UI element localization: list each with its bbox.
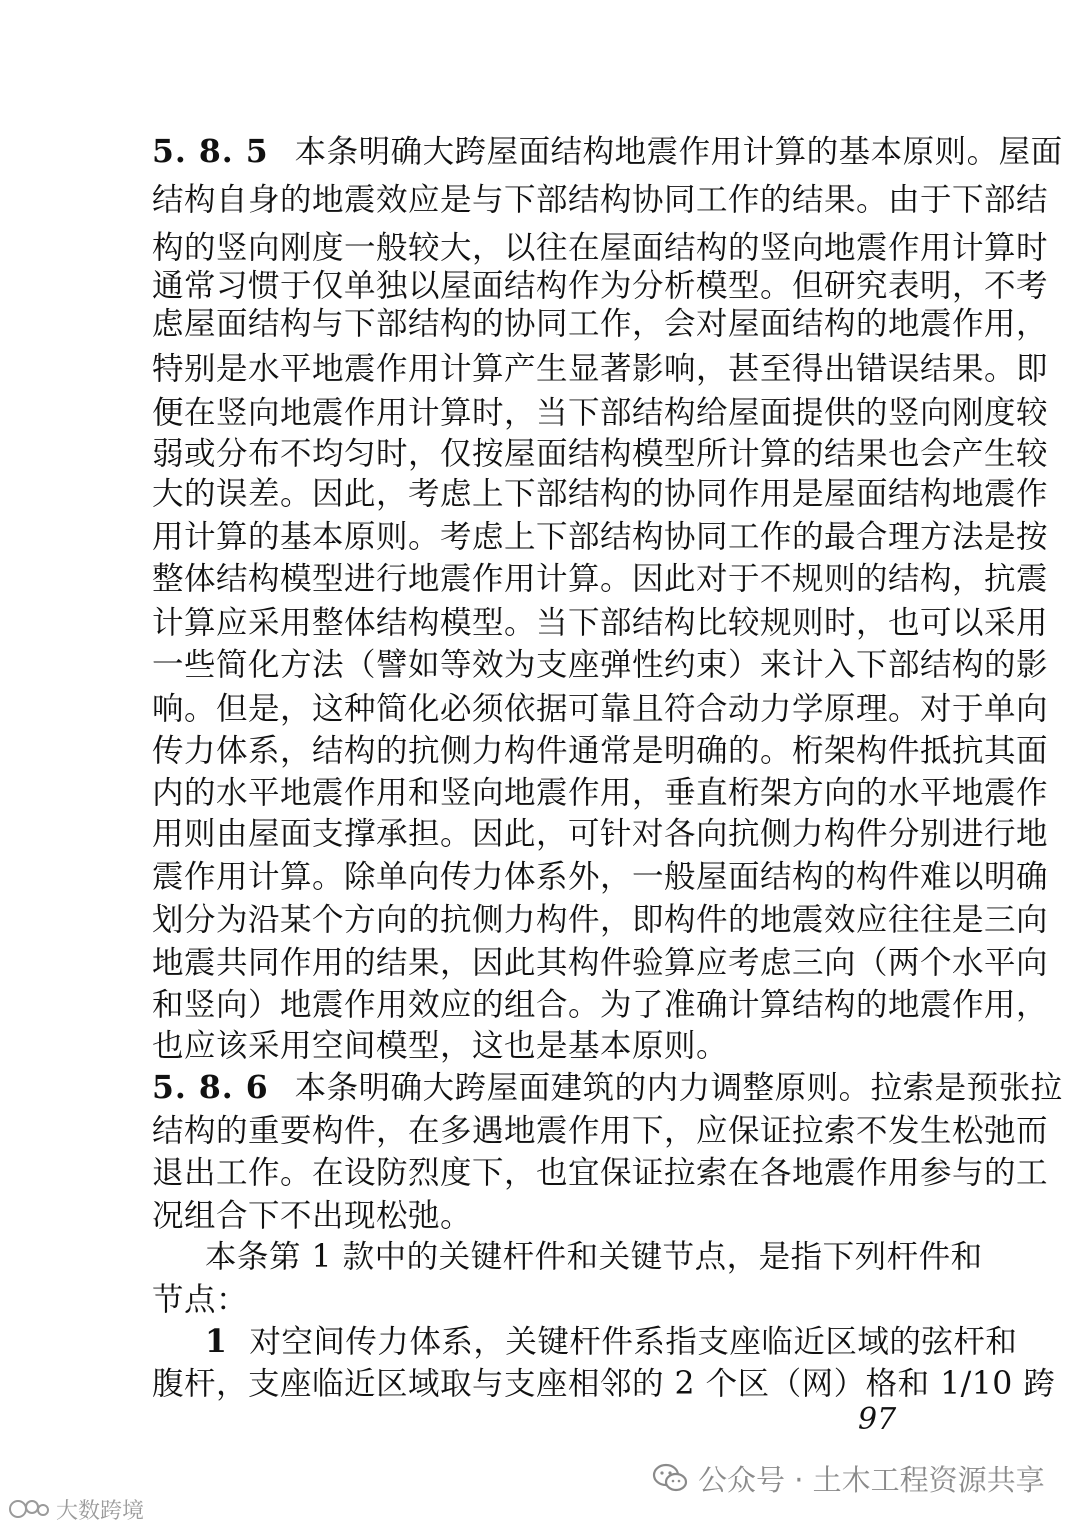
watermark-text: 公众号 · 土木工程资源共享 bbox=[698, 1462, 1045, 1497]
text-line: 结构的重要构件，在多遇地震作用下，应保证拉索不发生松弛而 bbox=[152, 1113, 1049, 1149]
text-line: 和竖向）地震作用效应的组合。为了准确计算结构的地震作用， bbox=[152, 987, 1049, 1023]
text-line: 虑屋面结构与下部结构的协同工作，会对屋面结构的地震作用， bbox=[152, 306, 1049, 342]
text-line: 便在竖向地震作用计算时，当下部结构给屋面提供的竖向刚度较 bbox=[152, 395, 1049, 431]
text-line: 况组合下不出现松弛。 bbox=[152, 1198, 473, 1234]
section-5-8-5-line-1: 5. 8. 5 本条明确大跨屋面结构地震作用计算的基本原则。屋面 bbox=[152, 133, 1063, 170]
text-line: 大的误差。因此，考虑上下部结构的协同作用是屋面结构地震作 bbox=[152, 476, 1049, 512]
text-line: 弱或分布不均匀时，仅按屋面结构模型所计算的结果也会产生较 bbox=[152, 436, 1049, 472]
paragraph-line: 本条第 1 款中的关键杆件和关键节点，是指下列杆件和 bbox=[205, 1239, 983, 1275]
watermark-wechat bbox=[652, 1458, 1045, 1498]
section-number: 5. 8. 5 bbox=[152, 133, 269, 170]
text-line: 通常习惯于仅单独以屋面结构作为分析模型。但研究表明，不考 bbox=[152, 268, 1049, 304]
text-line: 划分为沿某个方向的抗侧力构件，即构件的地震效应往往是三向 bbox=[152, 902, 1049, 938]
text-line: 结构自身的地震效应是与下部结构协同工作的结果。由于下部结 bbox=[152, 182, 1049, 218]
text-line: 退出工作。在设防烈度下，也宜保证拉索在各地震作用参与的工 bbox=[152, 1155, 1049, 1191]
text-line: 用计算的基本原则。考虑上下部结构协同工作的最合理方法是按 bbox=[152, 519, 1049, 555]
item-number: 1 bbox=[205, 1323, 228, 1360]
text-line: 用则由屋面支撑承担。因此，可针对各向抗侧力构件分别进行地 bbox=[152, 816, 1049, 852]
text-line: 震作用计算。除单向传力体系外，一般屋面结构的构件难以明确 bbox=[152, 859, 1049, 895]
text-line: 响。但是，这种简化必须依据可靠且符合动力学原理。对于单向 bbox=[152, 691, 1049, 727]
list-item-line: 腹杆，支座临近区域取与支座相邻的 2 个区（网）格和 1/10 跨 bbox=[152, 1366, 1056, 1402]
text-line: 特别是水平地震作用计算产生显著影响，甚至得出错误结果。即 bbox=[152, 351, 1049, 387]
text-line: 构的竖向刚度一般较大，以往在屋面结构的竖向地震作用计算时 bbox=[152, 230, 1049, 266]
text-line: 一些简化方法（譬如等效为支座弹性约束）来计入下部结构的影 bbox=[152, 647, 1049, 683]
text-line: 整体结构模型进行地震作用计算。因此对于不规则的结构，抗震 bbox=[152, 561, 1049, 597]
text-line: 传力体系，结构的抗侧力构件通常是明确的。桁架构件抵抗其面 bbox=[152, 733, 1049, 769]
text-line: 地震共同作用的结果，因此其构件验算应考虑三向（两个水平向 bbox=[152, 945, 1049, 981]
watermark-brand-text: 大数跨境 bbox=[56, 1498, 145, 1524]
bubble-logo-icon bbox=[8, 1496, 52, 1522]
page-number: 97 bbox=[858, 1402, 897, 1437]
text-line: 计算应采用整体结构模型。当下部结构比较规则时，也可以采用 bbox=[152, 605, 1049, 641]
text-line: 也应该采用空间模型，这也是基本原则。 bbox=[152, 1028, 729, 1064]
list-item-line-1: 1 对空间传力体系，关键杆件系指支座临近区域的弦杆和 bbox=[205, 1323, 1018, 1360]
section-5-8-6-line-1: 5. 8. 6 本条明确大跨屋面建筑的内力调整原则。拉索是预张拉 bbox=[152, 1069, 1063, 1106]
paragraph-line: 节点： bbox=[152, 1282, 249, 1318]
text-line: 内的水平地震作用和竖向地震作用，垂直桁架方向的水平地震作 bbox=[152, 775, 1049, 811]
section-number: 5. 8. 6 bbox=[152, 1069, 269, 1106]
wechat-icon bbox=[652, 1463, 688, 1493]
watermark-brand bbox=[8, 1493, 144, 1525]
